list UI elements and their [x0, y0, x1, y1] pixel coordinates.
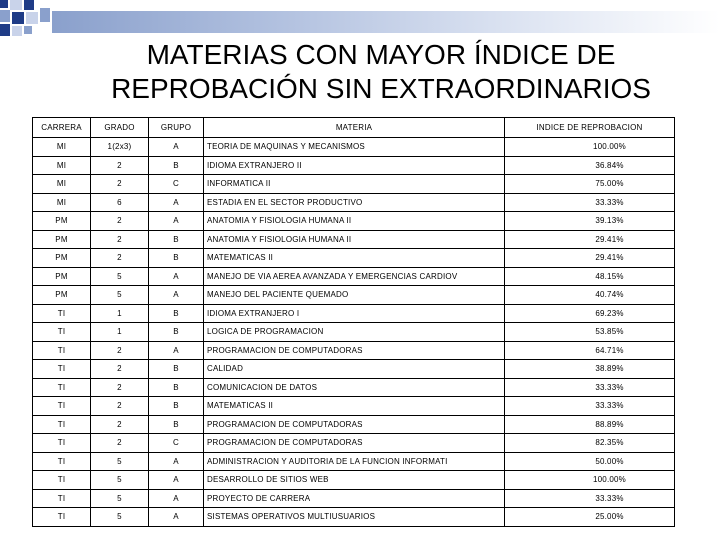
header-grado: GRADO — [91, 118, 149, 138]
cell-grupo: B — [149, 156, 204, 175]
cell-materia: LOGICA DE PROGRAMACION — [204, 323, 505, 342]
table-row — [33, 286, 675, 305]
table-row — [33, 415, 675, 434]
cell-materia: TEORIA DE MAQUINAS Y MECANISMOS — [204, 138, 505, 157]
cell-carrera: TI — [33, 341, 91, 360]
cell-grupo: B — [149, 230, 204, 249]
cell-grupo: A — [149, 138, 204, 157]
cell-indice: 29.41% — [505, 249, 675, 268]
cell-materia: IDIOMA EXTRANJERO II — [204, 156, 505, 175]
cell-grado: 5 — [91, 267, 149, 286]
cell-carrera: PM — [33, 230, 91, 249]
cell-grado: 1 — [91, 323, 149, 342]
cell-materia: ADMINISTRACION Y AUDITORIA DE LA FUNCION INFORMATI — [204, 452, 505, 471]
cell-carrera: PM — [33, 249, 91, 268]
cell-materia: PROGRAMACION DE COMPUTADORAS — [204, 434, 505, 453]
cell-indice: 75.00% — [505, 175, 675, 194]
failure-rate-table — [32, 117, 675, 527]
cell-materia: MANEJO DE VIA AEREA AVANZADA Y EMERGENCIAS CARDIOV — [204, 267, 505, 286]
cell-grupo: A — [149, 212, 204, 231]
cell-indice: 36.84% — [505, 156, 675, 175]
decorative-square — [0, 0, 8, 8]
cell-carrera: PM — [33, 286, 91, 305]
title-line-2: REPROBACIÓN SIN EXTRAORDINARIOS — [111, 73, 651, 104]
cell-materia: SISTEMAS OPERATIVOS MULTIUSUARIOS — [204, 508, 505, 527]
cell-grado: 6 — [91, 193, 149, 212]
cell-materia: MATEMATICAS II — [204, 249, 505, 268]
cell-grupo: B — [149, 249, 204, 268]
table-row — [33, 489, 675, 508]
table-row — [33, 193, 675, 212]
cell-grado: 5 — [91, 489, 149, 508]
table-row — [33, 212, 675, 231]
decorative-square — [0, 24, 10, 36]
cell-grupo: B — [149, 397, 204, 416]
cell-indice: 100.00% — [505, 471, 675, 490]
cell-materia: MANEJO DEL PACIENTE QUEMADO — [204, 286, 505, 305]
header-grupo: GRUPO — [149, 118, 204, 138]
cell-materia: PROGRAMACION DE COMPUTADORAS — [204, 341, 505, 360]
cell-carrera: TI — [33, 360, 91, 379]
table-row — [33, 508, 675, 527]
cell-grupo: A — [149, 489, 204, 508]
decorative-square — [40, 8, 50, 22]
decorative-square — [24, 0, 34, 10]
cell-carrera: TI — [33, 434, 91, 453]
cell-grado: 2 — [91, 434, 149, 453]
cell-indice: 39.13% — [505, 212, 675, 231]
decorative-square — [24, 26, 32, 34]
decorative-square — [12, 12, 24, 24]
cell-materia: PROYECTO DE CARRERA — [204, 489, 505, 508]
cell-grupo: A — [149, 193, 204, 212]
cell-grupo: A — [149, 471, 204, 490]
header-carrera: CARRERA — [33, 118, 91, 138]
cell-grado: 5 — [91, 471, 149, 490]
cell-grupo: B — [149, 360, 204, 379]
table-row — [33, 341, 675, 360]
cell-grado: 5 — [91, 452, 149, 471]
cell-grado: 1 — [91, 304, 149, 323]
cell-materia: INFORMATICA II — [204, 175, 505, 194]
cell-indice: 48.15% — [505, 267, 675, 286]
cell-indice: 38.89% — [505, 360, 675, 379]
cell-indice: 25.00% — [505, 508, 675, 527]
cell-carrera: TI — [33, 304, 91, 323]
table-row — [33, 156, 675, 175]
decorative-square — [0, 10, 10, 22]
decorative-header-squares — [0, 0, 720, 40]
table-row — [33, 304, 675, 323]
cell-indice: 100.00% — [505, 138, 675, 157]
cell-materia: CALIDAD — [204, 360, 505, 379]
table-row — [33, 230, 675, 249]
decorative-square — [10, 0, 22, 10]
cell-carrera: PM — [33, 212, 91, 231]
cell-materia: ESTADIA EN EL SECTOR PRODUCTIVO — [204, 193, 505, 212]
cell-carrera: MI — [33, 138, 91, 157]
table-body — [33, 138, 675, 527]
cell-grado: 2 — [91, 175, 149, 194]
table-row — [33, 138, 675, 157]
cell-carrera: TI — [33, 508, 91, 527]
cell-grupo: B — [149, 323, 204, 342]
cell-carrera: TI — [33, 323, 91, 342]
table-row — [33, 360, 675, 379]
header-materia: MATERIA — [204, 118, 505, 138]
cell-grupo: A — [149, 267, 204, 286]
cell-grado: 2 — [91, 415, 149, 434]
header-indice: INDICE DE REPROBACION — [505, 118, 675, 138]
cell-grado: 2 — [91, 249, 149, 268]
cell-indice: 82.35% — [505, 434, 675, 453]
cell-materia: DESARROLLO DE SITIOS WEB — [204, 471, 505, 490]
cell-carrera: TI — [33, 378, 91, 397]
cell-carrera: PM — [33, 267, 91, 286]
table-row — [33, 323, 675, 342]
cell-grado: 1(2x3) — [91, 138, 149, 157]
cell-carrera: TI — [33, 415, 91, 434]
cell-indice: 88.89% — [505, 415, 675, 434]
cell-grupo: C — [149, 175, 204, 194]
cell-grupo: B — [149, 304, 204, 323]
cell-carrera: MI — [33, 193, 91, 212]
cell-indice: 33.33% — [505, 193, 675, 212]
cell-grado: 2 — [91, 230, 149, 249]
cell-indice: 33.33% — [505, 378, 675, 397]
cell-indice: 40.74% — [505, 286, 675, 305]
table-header-row — [33, 118, 675, 138]
table-row — [33, 471, 675, 490]
cell-carrera: TI — [33, 471, 91, 490]
cell-grupo: A — [149, 286, 204, 305]
cell-indice: 29.41% — [505, 230, 675, 249]
table-row — [33, 267, 675, 286]
cell-grado: 2 — [91, 360, 149, 379]
cell-indice: 33.33% — [505, 489, 675, 508]
cell-grado: 2 — [91, 156, 149, 175]
cell-indice: 69.23% — [505, 304, 675, 323]
table-row — [33, 249, 675, 268]
decorative-gradient-band — [52, 11, 720, 33]
decorative-square — [26, 12, 38, 24]
cell-materia: PROGRAMACION DE COMPUTADORAS — [204, 415, 505, 434]
cell-materia: COMUNICACION DE DATOS — [204, 378, 505, 397]
table-row — [33, 434, 675, 453]
cell-indice: 33.33% — [505, 397, 675, 416]
cell-grupo: B — [149, 415, 204, 434]
cell-materia: MATEMATICAS II — [204, 397, 505, 416]
cell-carrera: MI — [33, 156, 91, 175]
cell-grupo: A — [149, 508, 204, 527]
cell-carrera: TI — [33, 397, 91, 416]
cell-carrera: TI — [33, 452, 91, 471]
cell-grado: 2 — [91, 397, 149, 416]
cell-grupo: C — [149, 434, 204, 453]
cell-carrera: MI — [33, 175, 91, 194]
table-row — [33, 452, 675, 471]
cell-indice: 50.00% — [505, 452, 675, 471]
cell-materia: IDIOMA EXTRANJERO I — [204, 304, 505, 323]
cell-indice: 64.71% — [505, 341, 675, 360]
title-line-1: MATERIAS CON MAYOR ÍNDICE DE — [146, 39, 616, 70]
page-title — [0, 38, 720, 106]
cell-grado: 2 — [91, 341, 149, 360]
table-row — [33, 175, 675, 194]
cell-grupo: A — [149, 341, 204, 360]
cell-grado: 2 — [91, 212, 149, 231]
cell-grado: 5 — [91, 508, 149, 527]
cell-materia: ANATOMIA Y FISIOLOGIA HUMANA II — [204, 230, 505, 249]
table-row — [33, 378, 675, 397]
cell-carrera: TI — [33, 489, 91, 508]
cell-grado: 2 — [91, 378, 149, 397]
cell-grado: 5 — [91, 286, 149, 305]
cell-grupo: B — [149, 378, 204, 397]
cell-grupo: A — [149, 452, 204, 471]
table-row — [33, 397, 675, 416]
cell-materia: ANATOMIA Y FISIOLOGIA HUMANA II — [204, 212, 505, 231]
cell-indice: 53.85% — [505, 323, 675, 342]
decorative-square — [12, 26, 22, 36]
